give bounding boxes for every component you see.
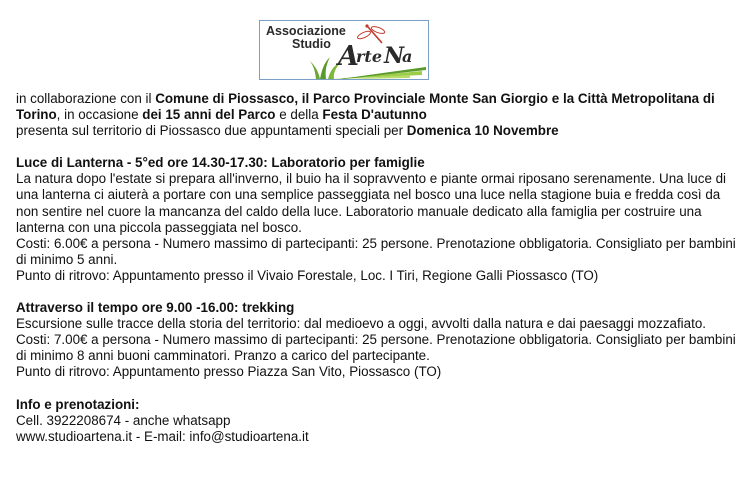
- logo-brand-a: A: [338, 41, 359, 72]
- logo-brand-a-lower: a: [402, 47, 413, 66]
- intro-partners: Comune di Piossasco, il Parco Provinciale Monte San Giorgio e la Città Metropolitana di Torino: [16, 91, 715, 123]
- event-trekking-meeting-point: Punto di ritrovo: Appuntamento presso Piazza San Vito, Piossasco (TO): [16, 364, 442, 380]
- spacer: [16, 139, 741, 155]
- spacer: [16, 284, 741, 300]
- intro-text-3: e della: [275, 107, 323, 123]
- intro-festival-name: Festa D'autunno: [322, 107, 427, 123]
- info-web-email: www.studioartena.it - E-mail: info@studioartena.it: [16, 428, 309, 444]
- dragonfly-icon: [357, 24, 386, 43]
- event-lantern-title: Luce di Lanterna - 5°ed ore 14.30-17.30: Laboratorio per famiglie: [16, 155, 425, 171]
- intro-text-1: in collaborazione con il: [16, 91, 156, 106]
- info-title: Info e prenotazioni:: [16, 396, 140, 412]
- event-lantern-costs: Costi: 6.00€ a persona - Numero massimo di partecipanti: 25 persone. Prenotazione obbligatoria. Consigliato per bambini di minimo 5 anni.: [16, 235, 736, 267]
- event-trekking-title: Attraverso il tempo ore 9.00 -16.00: trekking: [16, 300, 295, 316]
- intro-text-4: presenta sul territorio di Piossasco due appuntamenti speciali per: [16, 123, 407, 139]
- logo-brand-n: N: [384, 43, 405, 69]
- event-trekking-costs: Costi: 7.00€ a persona - Numero massimo di partecipanti: 25 persone. Prenotazione obbligatoria. Consigliato per bambini di minimo 8 anni buoni camminatori. Pranzo a carico del partecipante.: [16, 332, 736, 364]
- info-section: [16, 397, 741, 445]
- logo-graphic: [260, 21, 428, 79]
- spacer: [16, 381, 741, 397]
- info-phone: Cell. 3922208674 - anche whatsapp: [16, 412, 231, 428]
- event-lantern-description: La natura dopo l'estate si prepara all'inverno, il buio ha il sopravvento e piante ormai riposano serenamente. Una luce di una lanterna ci aiuterà a portare con una semplice passeggiata nel bosco una luce nella stagione buia e fredda così da non sentire nel cuore la mancanza del caldo della luce. Laboratorio manuale dedicato alla famiglia per costruire una lanterna con una piccola passeggiata nel bosco.: [16, 171, 727, 235]
- logo-line-studio: Studio: [292, 37, 331, 51]
- flyer-body: [16, 91, 741, 445]
- intro-text-2: , in occasione: [56, 107, 143, 123]
- event-trekking-description: Escursione sulle tracce della storia del territorio: dal medioevo a oggi, avvolti dalla natura e dai paesaggi mozzafiato.: [16, 316, 706, 332]
- event-lantern: [16, 155, 741, 284]
- event-lantern-meeting-point: Punto di ritrovo: Appuntamento presso il Vivaio Forestale, Loc. I Tiri, Regione Galli Piossasco (TO): [16, 267, 599, 283]
- logo-brand-rte: rte: [356, 47, 382, 66]
- logo-line-associazione: Associazione: [266, 24, 346, 38]
- intro-paragraph: [16, 91, 741, 139]
- intro-date: Domenica 10 Novembre: [406, 123, 559, 139]
- event-trekking: [16, 300, 741, 380]
- intro-park-anniversary: dei 15 anni del Parco: [142, 107, 276, 123]
- studio-artena-logo: [259, 20, 429, 80]
